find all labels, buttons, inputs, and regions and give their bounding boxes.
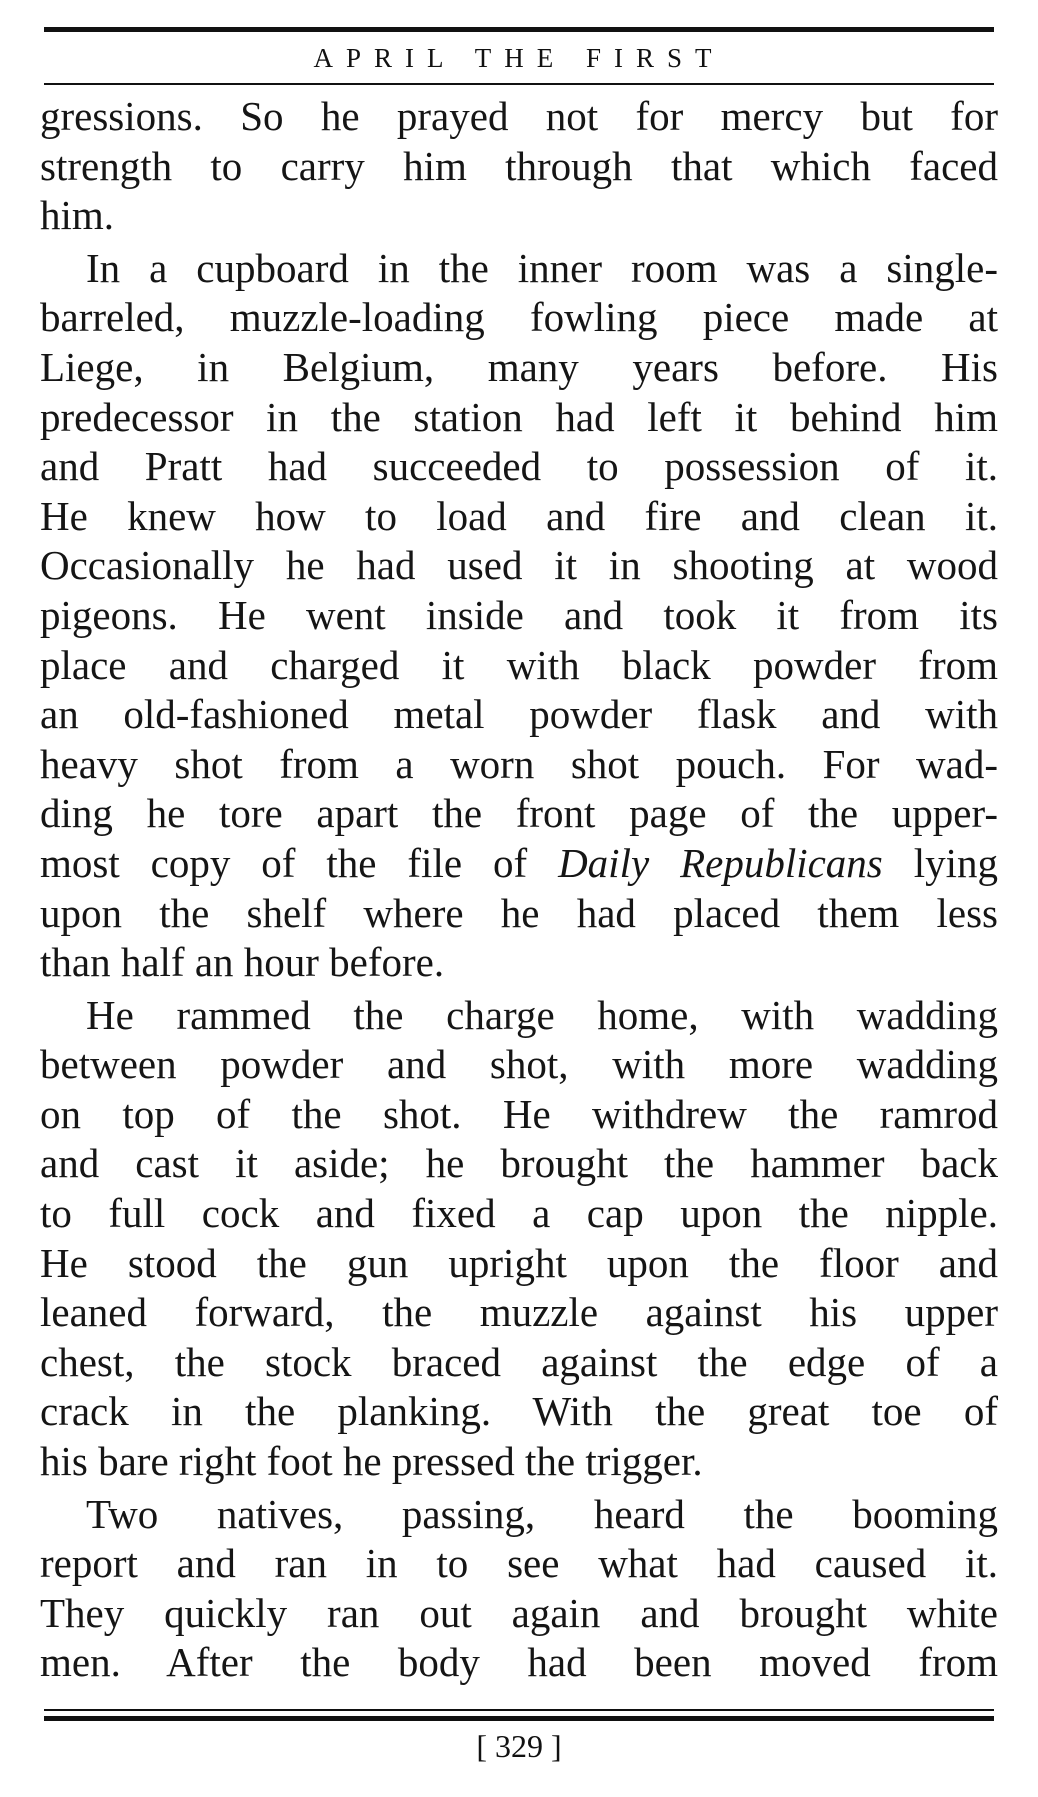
text-line: predecessor in the station had left it behind him [40, 393, 998, 440]
line-end: lying [882, 839, 998, 886]
text-line: gressions. So he prayed not for mercy but for [40, 93, 998, 139]
text-line: place and charged it with black powder from [40, 641, 998, 688]
running-head: APRIL THE FIRST [313, 43, 725, 73]
text-line: He stood the gun upright upon the floor and [40, 1239, 998, 1286]
text-line: They quickly ran out again and brought white [40, 1589, 998, 1636]
text-line: chest, the stock braced against the edge of a [40, 1338, 998, 1385]
text-line: Two natives, passing, heard the booming [86, 1490, 998, 1537]
header-rule-top [44, 27, 994, 32]
footer-rule-bottom [44, 1716, 994, 1721]
text-line: barreled, muzzle-loading fowling piece made at [40, 294, 998, 341]
footer-rule-top [44, 1709, 994, 1711]
text-line: to full cock and fixed a cap upon the nipple. [40, 1190, 998, 1237]
text-line: on top of the shot. He withdrew the ramrod [40, 1090, 998, 1137]
header-rule-bottom [44, 83, 994, 85]
text-line: ding he tore apart the front page of the upper- [40, 790, 998, 837]
page-number: [ 329 ] [476, 1728, 562, 1764]
text-line: his bare right foot he pressed the trigger. [40, 1438, 703, 1485]
text-line: and Pratt had succeeded to possession of it. [40, 443, 998, 490]
line-start: most copy of the file of [40, 839, 559, 886]
text-line: heavy shot from a worn shot pouch. For wad- [40, 740, 998, 787]
text-line: an old-fashioned metal powder flask and with [40, 691, 998, 738]
body-text [40, 92, 998, 1688]
text-line: strength to carry him through that which faced [40, 142, 998, 189]
text-line: him. [40, 192, 115, 239]
newspaper-title: Daily Republicans [558, 839, 883, 886]
text-line: upon the shelf where he had placed them less [40, 889, 998, 936]
text-line: Liege, in Belgium, many years before. His [40, 343, 998, 390]
text-line: and cast it aside; he brought the hammer back [40, 1140, 998, 1187]
text-line: He knew how to load and fire and clean it. [40, 492, 998, 539]
text-line: men. After the body had been moved from [40, 1639, 998, 1686]
text-line: He rammed the charge home, with wadding [86, 991, 998, 1038]
text-line: report and ran in to see what had caused it. [40, 1540, 998, 1587]
text-line: pigeons. He went inside and took it from its [40, 591, 998, 638]
text-line-with-italic [40, 839, 998, 889]
text-line: Occasionally he had used it in shooting at wood [40, 542, 998, 589]
text-line: between powder and shot, with more wadding [40, 1041, 998, 1088]
text-line: than half an hour before. [40, 939, 445, 986]
text-line: leaned forward, the muzzle against his upper [40, 1289, 998, 1336]
text-line: crack in the planking. With the great toe of [40, 1388, 998, 1435]
text-line: In a cupboard in the inner room was a single- [86, 244, 998, 291]
